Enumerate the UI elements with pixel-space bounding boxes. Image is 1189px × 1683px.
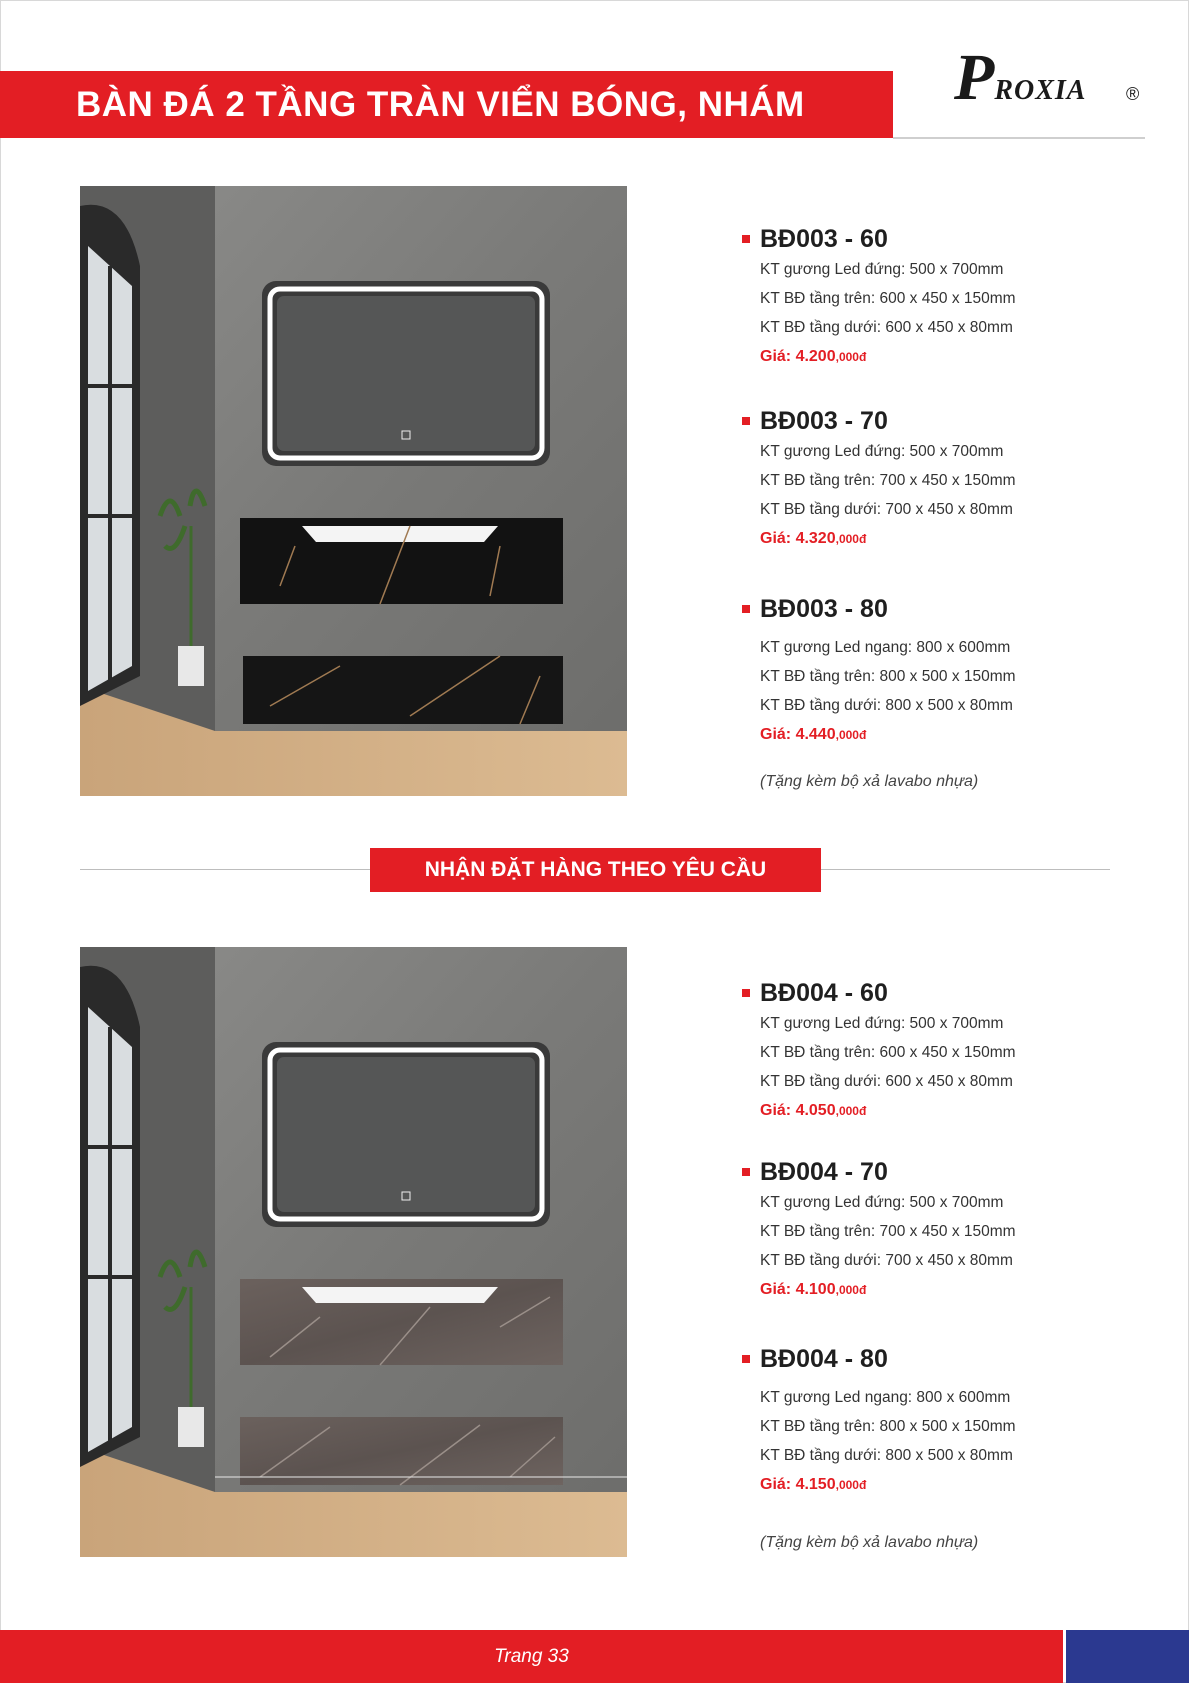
bullet-icon [742,989,750,997]
spec-mirror: KT gương Led đứng: 500 x 700mm [760,443,1004,460]
product-photo-bd003 [80,186,627,796]
logo-rest: ROXIA [994,75,1087,106]
price-value: Giá: 4.200 [760,348,836,365]
product-spec [742,977,1162,1125]
spec-mirror: KT gương Led đứng: 500 x 700mm [760,261,1004,278]
price-value: Giá: 4.100 [760,1281,836,1298]
spec-upper: KT BĐ tầng trên: 700 x 450 x 150mm [760,1223,1016,1240]
product-code [742,1156,1162,1188]
spec-upper: KT BĐ tầng trên: 600 x 450 x 150mm [760,1044,1016,1061]
price-value: Giá: 4.150 [760,1476,836,1493]
spec-upper: KT BĐ tầng trên: 800 x 500 x 150mm [760,668,1016,685]
spec-lower: KT BĐ tầng dưới: 600 x 450 x 80mm [760,1073,1013,1090]
product-code-text: BĐ003 - 70 [760,407,888,435]
product-code-text: BĐ003 - 60 [760,225,888,253]
bullet-icon [742,1355,750,1363]
product-code [742,405,1162,437]
product-code [742,593,1162,625]
product-code-text: BĐ003 - 80 [760,595,888,623]
brand-logo [954,40,1144,130]
header-bar [0,71,893,138]
price-unit: ,000đ [835,1478,867,1492]
spec-lower: KT BĐ tầng dưới: 700 x 450 x 80mm [760,501,1013,518]
bullet-icon [742,235,750,243]
product-price [742,1470,1162,1499]
bullet-icon [742,417,750,425]
page-title: BÀN ĐÁ 2 TẦNG TRÀN VIỂN BÓNG, NHÁM [76,85,805,124]
spec-upper: KT BĐ tầng trên: 600 x 450 x 150mm [760,290,1016,307]
bullet-icon [742,605,750,613]
price-value: Giá: 4.320 [760,530,836,547]
product-price [742,342,1162,371]
spec-lower: KT BĐ tầng dưới: 800 x 500 x 80mm [760,697,1013,714]
spec-lower: KT BĐ tầng dưới: 800 x 500 x 80mm [760,1447,1013,1464]
custom-order-banner: NHẬN ĐẶT HÀNG THEO YÊU CẦU [370,848,821,892]
price-value: Giá: 4.440 [760,726,836,743]
product-spec [742,223,1162,371]
price-unit: ,000đ [835,350,867,364]
product-price [742,524,1162,553]
spec-lower: KT BĐ tầng dưới: 700 x 450 x 80mm [760,1252,1013,1269]
price-unit: ,000đ [835,728,867,742]
price-unit: ,000đ [835,532,867,546]
registered-mark: ® [1126,84,1140,104]
product-code [742,1343,1162,1375]
product-spec [742,1343,1162,1499]
product-photo-bd004 [80,947,627,1557]
spec-mirror: KT gương Led đứng: 500 x 700mm [760,1194,1004,1211]
product-price [742,1275,1162,1304]
spec-mirror: KT gương Led ngang: 800 x 600mm [760,1389,1011,1406]
logo-wordmark [954,40,1086,116]
product-code-text: BĐ004 - 70 [760,1158,888,1186]
header-rule [893,137,1145,139]
price-value: Giá: 4.050 [760,1102,836,1119]
logo-initial: P [954,41,995,114]
spec-lower: KT BĐ tầng dưới: 600 x 450 x 80mm [760,319,1013,336]
product-price [742,1096,1162,1125]
price-unit: ,000đ [835,1283,867,1297]
price-unit: ,000đ [835,1104,867,1118]
gift-note: (Tặng kèm bộ xả lavabo nhựa) [760,1534,979,1551]
bullet-icon [742,1168,750,1176]
footer-accent [1066,1630,1189,1683]
spec-mirror: KT gương Led ngang: 800 x 600mm [760,639,1011,656]
product-price [742,720,1162,749]
spec-upper: KT BĐ tầng trên: 700 x 450 x 150mm [760,472,1016,489]
product-spec [742,405,1162,553]
product-spec [742,593,1162,749]
spec-mirror: KT gương Led đứng: 500 x 700mm [760,1015,1004,1032]
product-spec [742,1156,1162,1304]
product-code-text: BĐ004 - 60 [760,979,888,1007]
page-number: Trang 33 [494,1646,569,1667]
product-code [742,223,1162,255]
product-code-text: BĐ004 - 80 [760,1345,888,1373]
gift-note: (Tặng kèm bộ xả lavabo nhựa) [760,773,979,790]
product-code [742,977,1162,1009]
spec-upper: KT BĐ tầng trên: 800 x 500 x 150mm [760,1418,1016,1435]
